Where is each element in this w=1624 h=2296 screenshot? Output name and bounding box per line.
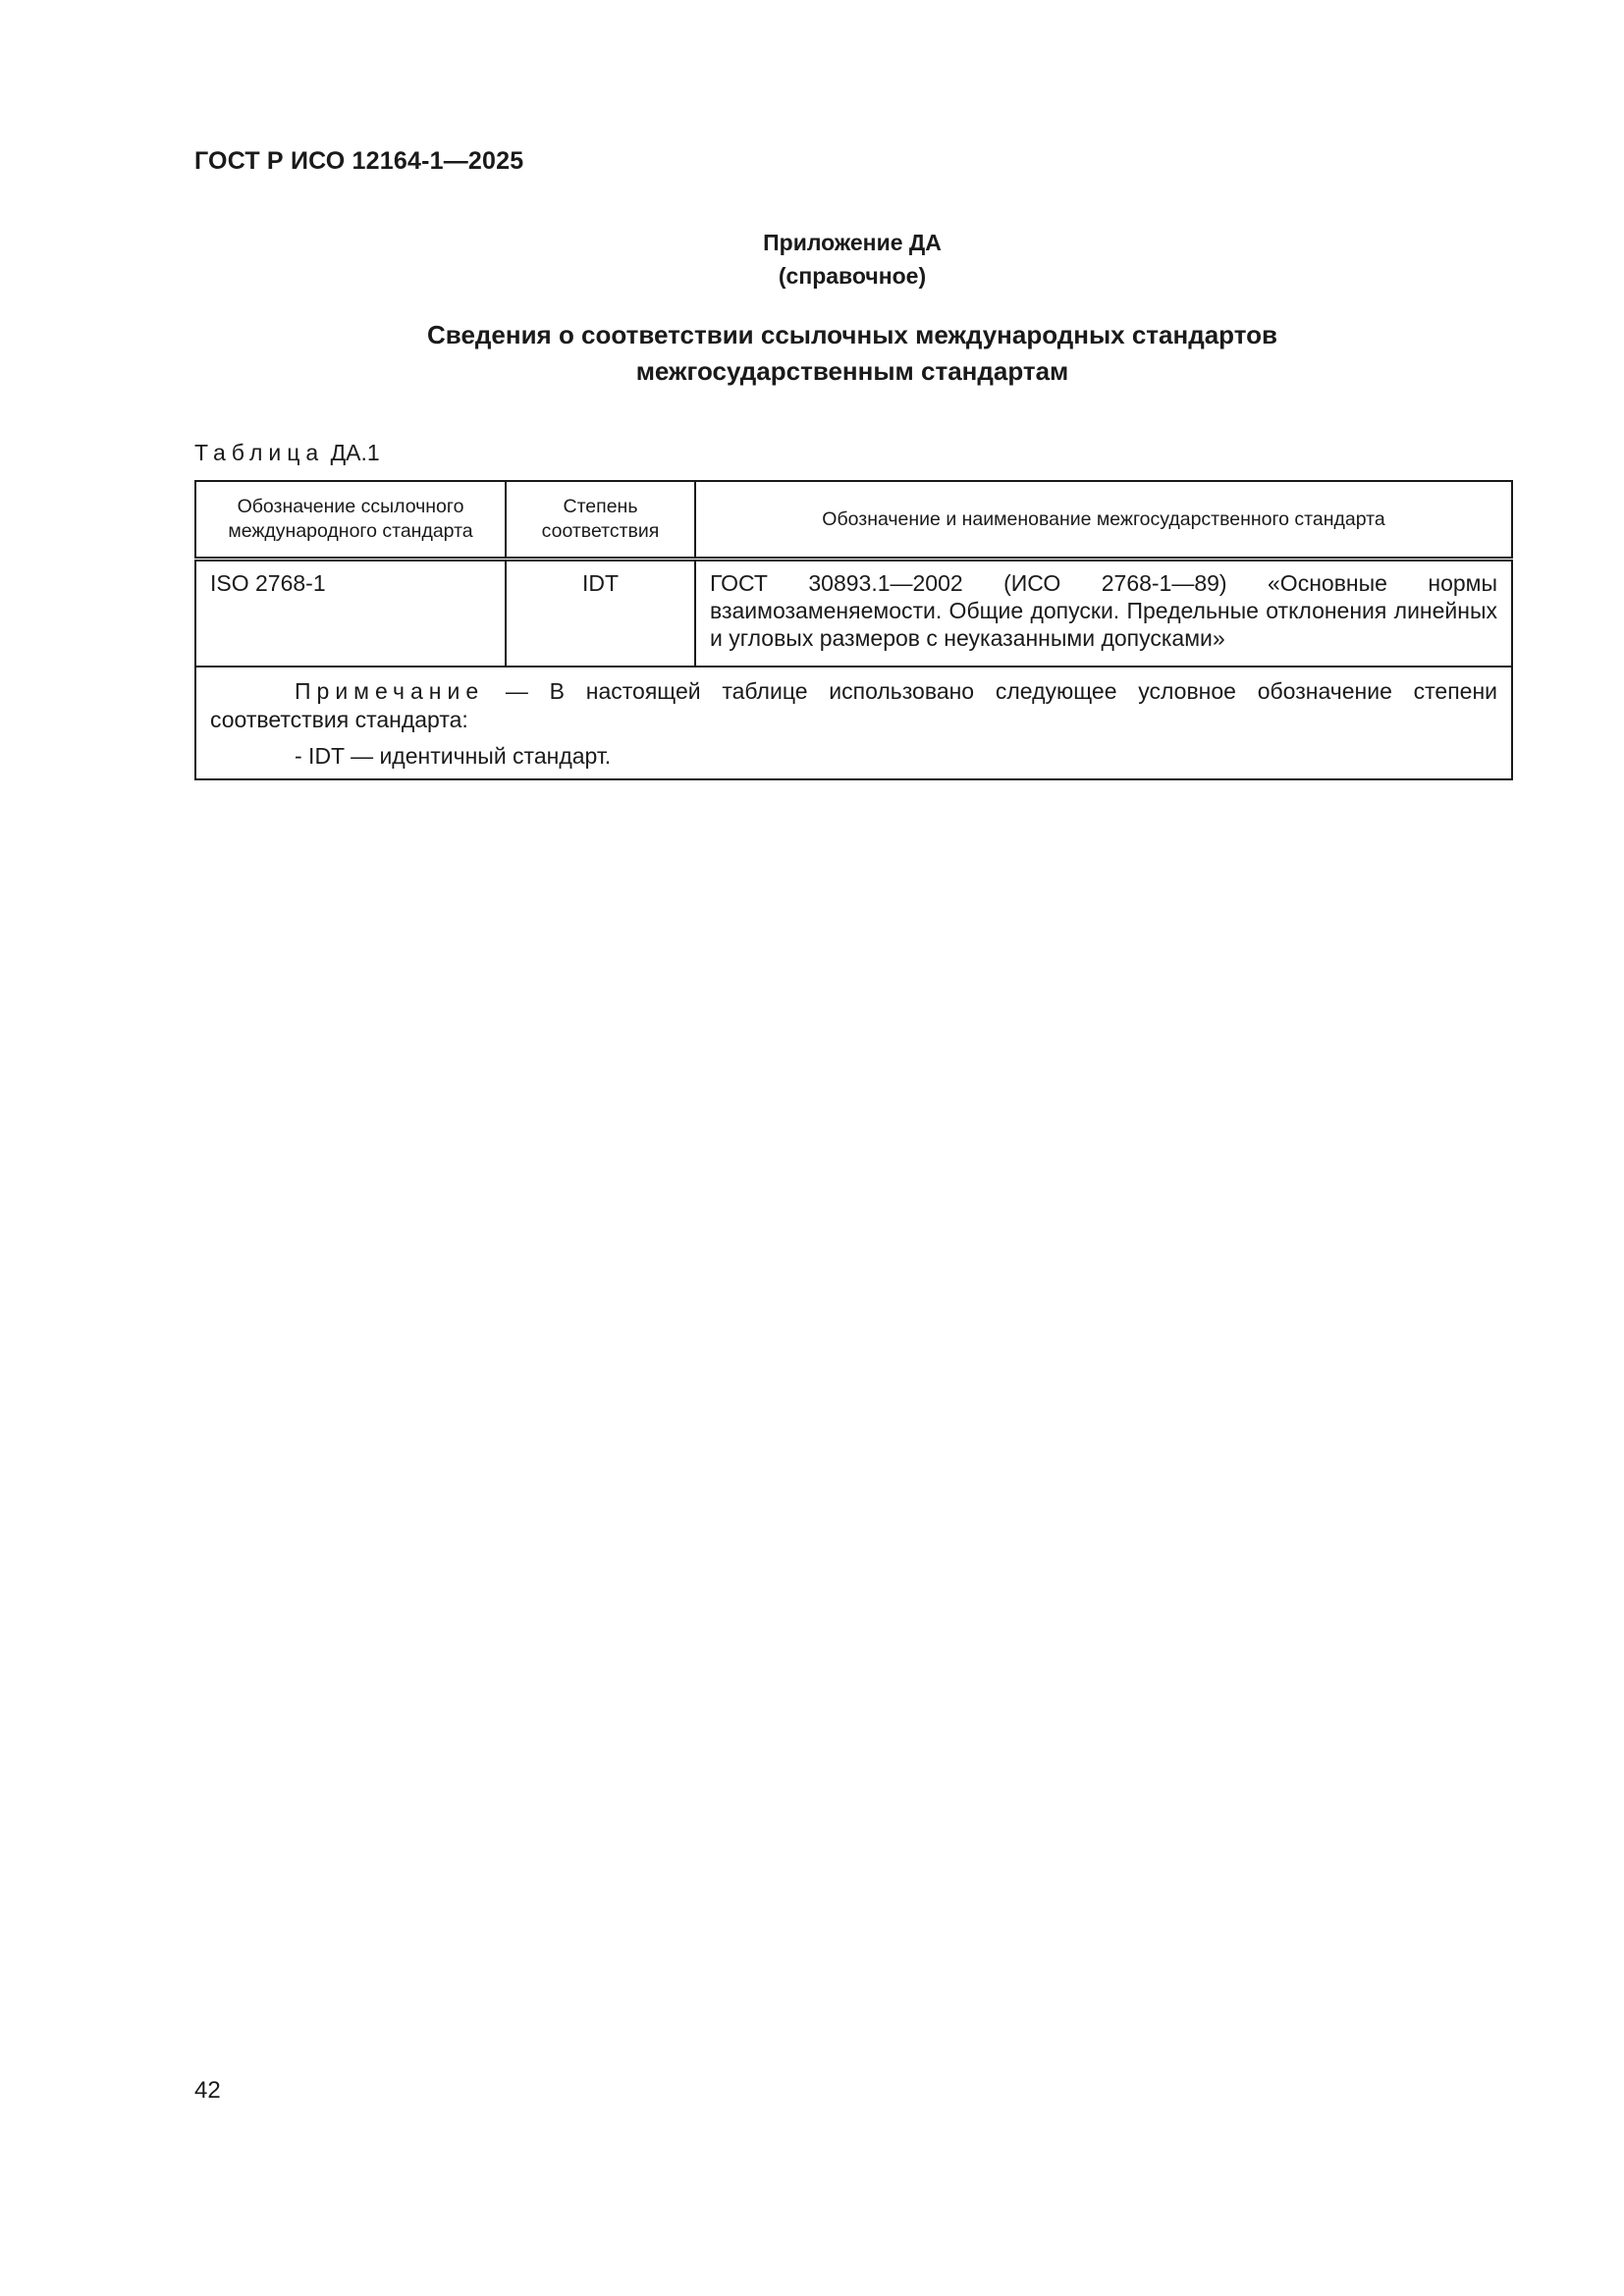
column-header-degree: Степень соответствия <box>506 481 695 560</box>
table-header-row <box>195 481 1512 560</box>
note-text: — В настоящей таблице использовано следующее условное обозначение степени соответствия стандарта: <box>210 678 1497 732</box>
note-paragraph <box>210 677 1497 734</box>
table-row <box>195 560 1512 667</box>
table-caption-number: ДА.1 <box>330 440 380 465</box>
page-number: 42 <box>194 2077 221 2104</box>
section-title-line-1: Сведения о соответствии ссылочных международных стандартов <box>427 320 1277 349</box>
cell-intl-standard: ISO 2768-1 <box>195 560 506 667</box>
correspondence-table <box>194 480 1513 780</box>
table-caption-word: Таблица <box>194 440 325 465</box>
appendix-title: Приложение ДА <box>763 230 942 255</box>
table-caption <box>194 440 380 466</box>
note-list <box>295 742 1497 771</box>
appendix-heading <box>194 226 1510 293</box>
section-title-line-2: межгосударственным стандартам <box>635 356 1069 386</box>
table-note-row <box>195 667 1512 779</box>
document-code-header: ГОСТ Р ИСО 12164-1—2025 <box>194 147 524 175</box>
table-note <box>195 667 1512 779</box>
section-title <box>194 317 1510 390</box>
column-header-intl-standard: Обозначение ссылочного международного стандарта <box>195 481 506 560</box>
cell-degree: IDT <box>506 560 695 667</box>
cell-national-standard: ГОСТ 30893.1—2002 (ИСО 2768-1—89) «Основные нормы взаимозаменяемости. Общие допуски. Предельные отклонения линейных и угловых размеров с неуказанными допусками» <box>695 560 1512 667</box>
column-header-national-standard: Обозначение и наименование межгосударственного стандарта <box>695 481 1512 560</box>
appendix-status: (справочное) <box>778 263 927 289</box>
note-label: Примечание <box>295 678 485 704</box>
list-item: - IDT — идентичный стандарт. <box>295 743 612 769</box>
